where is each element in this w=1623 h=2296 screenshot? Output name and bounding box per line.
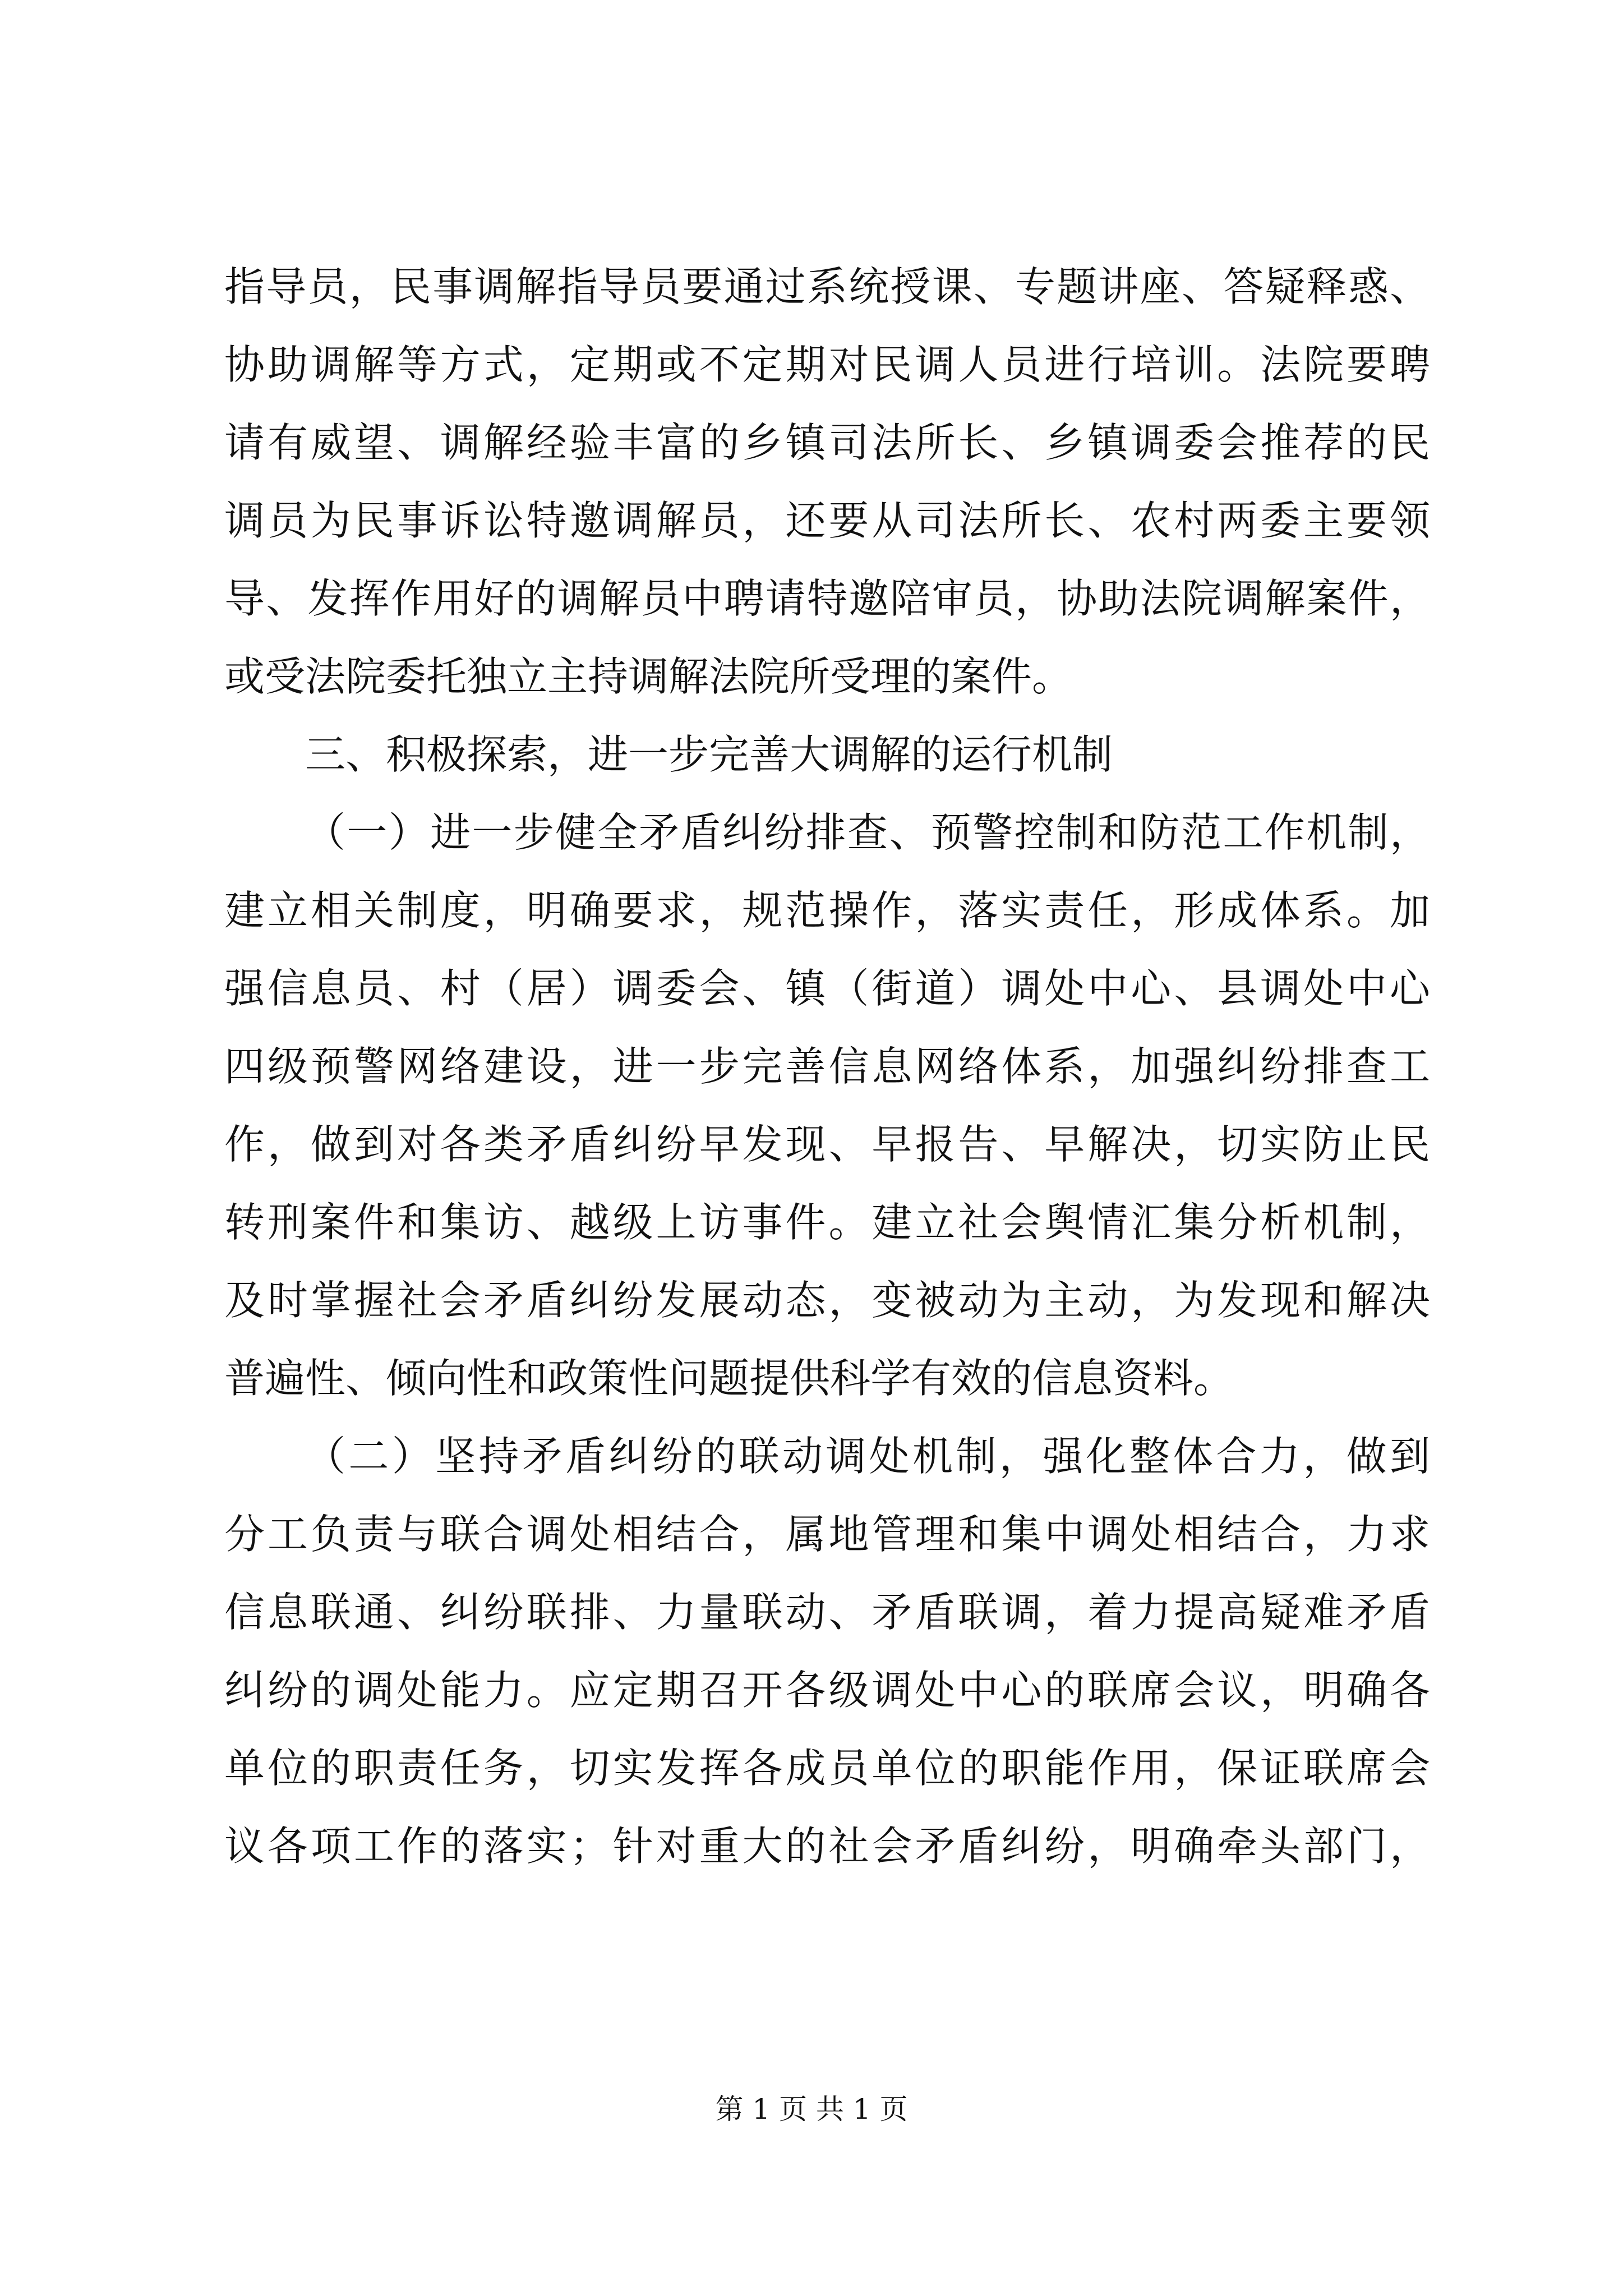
text-line: 四级预警网络建设，进一步完善信息网络体系，加强纠纷排查工 (224, 1043, 1430, 1090)
text-line: 纠纷的调处能力。应定期召开各级调处中心的联席会议，明确各 (224, 1667, 1430, 1714)
text-line: 作，做到对各类矛盾纠纷早发现、早报告、早解决，切实防止民 (224, 1121, 1430, 1168)
text-line: 普遍性、倾向性和政策性问题提供科学有效的信息资料。 (224, 1355, 1234, 1402)
text-line: 分工负责与联合调处相结合，属地管理和集中调处相结合，力求 (224, 1511, 1430, 1558)
text-line: 转刑案件和集访、越级上访事件。建立社会舆情汇集分析机制， (224, 1199, 1430, 1246)
text-line: 导、发挥作用好的调解员中聘请特邀陪审员，协助法院调解案件， (224, 575, 1430, 622)
text-line: 三、积极探索，进一步完善大调解的运行机制 (305, 731, 1113, 778)
text-line: 协助调解等方式，定期或不定期对民调人员进行培训。法院要聘 (224, 341, 1430, 388)
text-line: 或受法院委托独立主持调解法院所受理的案件。 (224, 653, 1073, 700)
text-line: 议各项工作的落实；针对重大的社会矛盾纠纷，明确牵头部门， (224, 1823, 1430, 1870)
text-line: 建立相关制度，明确要求，规范操作，落实责任，形成体系。加 (224, 887, 1430, 934)
body-text (224, 248, 1430, 1885)
text-line: 强信息员、村（居）调委会、镇（街道）调处中心、县调处中心 (224, 965, 1430, 1012)
text-line: 及时掌握社会矛盾纠纷发展动态，变被动为主动，为发现和解决 (224, 1277, 1430, 1324)
text-line: 调员为民事诉讼特邀调解员，还要从司法所长、农村两委主要领 (224, 497, 1430, 544)
text-line: 单位的职责任务，切实发挥各成员单位的职能作用，保证联席会 (224, 1745, 1430, 1792)
text-line: （一）进一步健全矛盾纠纷排查、预警控制和防范工作机制， (305, 809, 1430, 856)
text-line: 信息联通、纠纷联排、力量联动、矛盾联调，着力提高疑难矛盾 (224, 1589, 1430, 1636)
text-line: 请有威望、调解经验丰富的乡镇司法所长、乡镇调委会推荐的民 (224, 419, 1430, 466)
text-line: 指导员，民事调解指导员要通过系统授课、专题讲座、答疑释惑、 (224, 263, 1430, 310)
page-footer: 第 1 页 共 1 页 (715, 2093, 908, 2125)
text-line: （二）坚持矛盾纠纷的联动调处机制，强化整体合力，做到 (305, 1433, 1430, 1480)
